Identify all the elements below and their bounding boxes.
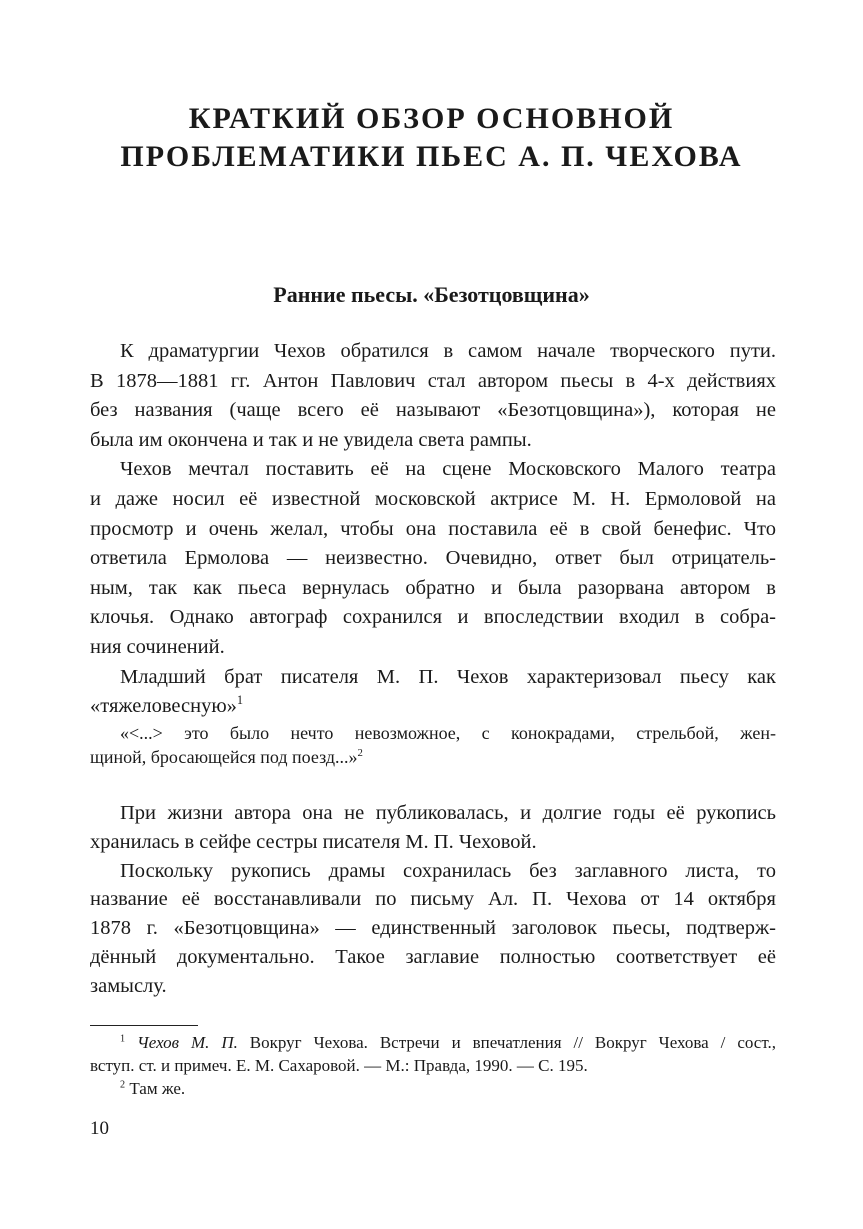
title-line: ПРОБЛЕМАТИКИ ПЬЕС А. П. ЧЕХОВА — [120, 140, 743, 173]
text-line: вступ. ст. и примеч. Е. М. Сахаровой. — М.: Правда, 1990. — С. 195. — [90, 1056, 588, 1075]
text-line: Поскольку рукопись драмы сохранилась без заглавного листа, то — [120, 859, 776, 882]
text-line: При жизни автора она не публиковалась, и долгие годы её рукопись — [120, 802, 776, 824]
text-line: «<...> это было нечто невозможное, с конокрадами, стрельбой, жен- — [120, 723, 776, 743]
text-line: ным, так как пьеса вернулась обратно и была разорвана автором в — [90, 576, 776, 599]
text-line: была им окончена и так и не увидела света рампы. — [90, 428, 532, 451]
footnote-number: 1 — [120, 1033, 126, 1045]
footnote-number: 2 — [120, 1079, 126, 1091]
chapter-title — [0, 100, 863, 176]
text-line: просмотр и очень желал, чтобы она поставила её в свой бенефис. Что — [90, 517, 776, 540]
text-line: В 1878—1881 гг. Антон Павлович стал автором пьесы в 4-х действиях — [90, 369, 776, 392]
footnote-1 — [90, 1031, 776, 1054]
text-line: 1878 г. «Безотцовщина» — единственный заголовок пьесы, подтверж- — [90, 917, 776, 940]
page-number: 10 — [90, 1118, 109, 1139]
text-line: дённый документально. Такое заглавие полностью соответствует её — [90, 945, 776, 968]
footnotes — [90, 1031, 776, 1100]
text-line: К драматургии Чехов обратился в самом начале творческого пути. — [120, 340, 776, 362]
text-line — [90, 692, 776, 722]
section-heading: Ранние пьесы. «Безотцовщина» — [273, 282, 590, 307]
text-line: хранилась в сейфе сестры писателя М. П. Чеховой. — [90, 830, 537, 853]
text-line: и даже носил её известной московской актрисе М. Н. Ермоловой на — [90, 487, 776, 510]
footnote-2 — [90, 1077, 776, 1100]
block-quote — [90, 721, 776, 769]
footnote-ref[interactable]: 1 — [236, 693, 244, 708]
text: Там же. — [125, 1079, 186, 1098]
text-line: название её восстанавливали по письму Ал. П. Чехова от 14 октября — [90, 888, 776, 911]
footnote-ref[interactable]: 2 — [357, 747, 363, 759]
text-line: клочья. Однако автограф сохранился и впоследствии входил в собра- — [90, 606, 776, 629]
footnote-divider — [90, 1025, 198, 1026]
footnote-author: Чехов М. П. — [137, 1033, 238, 1052]
text-line: без названия (чаще всего её называют «Безотцовщина»), которая не — [90, 399, 776, 422]
text: щиной, бросающейся под поезд...» — [90, 747, 358, 767]
paragraph-4 — [90, 799, 776, 1001]
text-line: ния сочинений. — [90, 635, 225, 658]
text: «тяжеловесную» — [90, 695, 237, 718]
text-line: замыслу. — [90, 974, 167, 997]
text-line: Младший брат писателя М. П. Чехов характеризовал пьесу как — [120, 665, 776, 688]
text-line — [90, 745, 776, 769]
text-line: ответила Ермолова — неизвестно. Очевидно, ответ был отрицатель- — [90, 547, 776, 570]
text-line: Чехов мечтал поставить её на сцене Московского Малого театра — [120, 458, 776, 481]
paragraph-1 — [90, 337, 776, 722]
text: Вокруг Чехова. Встречи и впечатления // Вокруг Чехова / сост., — [237, 1033, 776, 1052]
title-line: КРАТКИЙ ОБЗОР ОСНОВНОЙ — [188, 102, 675, 135]
